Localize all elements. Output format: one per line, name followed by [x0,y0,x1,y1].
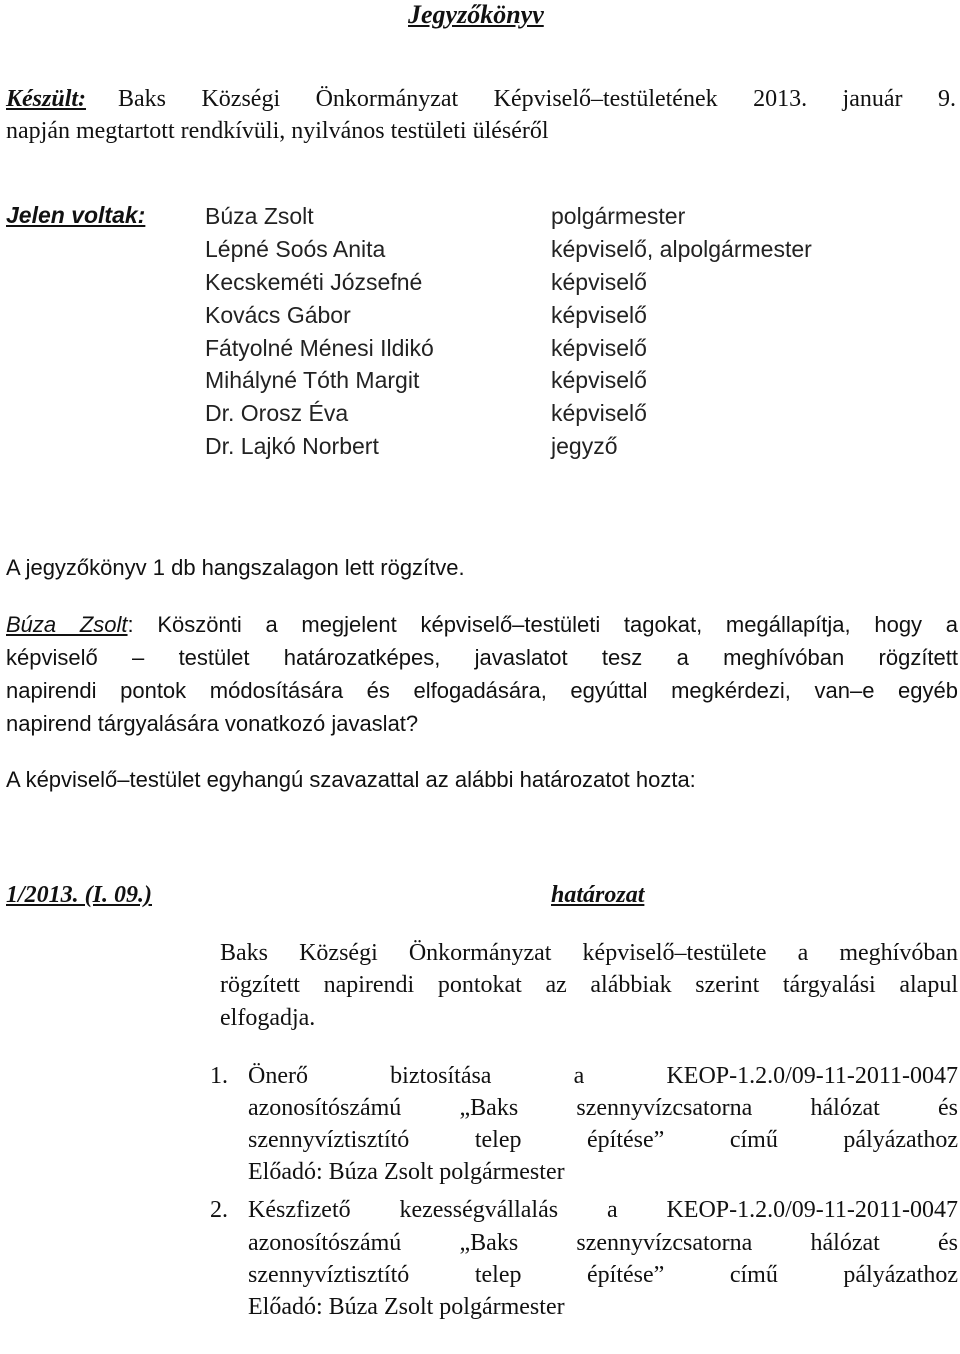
agenda-line-1: Készfizető kezességvállalás a KEOP-1.2.0/09-11-2011-0047 [248,1197,958,1223]
resolution-line-3: elfogadja. [220,1005,316,1031]
agenda-line-1: Önerő biztosítása a KEOP-1.2.0/09-11-2011-0047 [248,1063,958,1089]
agenda-presenter: Előadó: Búza Zsolt polgármester [248,1294,565,1320]
member-role: jegyző [551,433,618,459]
speaker-name: Búza Zsolt [6,612,128,637]
member-name: Kovács Gábor [205,302,351,328]
attendance-label: Jelen voltak: [6,202,146,228]
member-name: Mihályné Tóth Margit [205,367,420,393]
recording-note: A jegyzőkönyv 1 db hangszalagon lett rögzítve. [6,555,465,580]
agenda-line-2: azonosítószámú „Baks szennyvízcsatorna hálózat és [248,1230,958,1256]
document-title: Jegyzőkönyv [408,0,544,29]
speech-line-2: képviselő – testület határozatképes, javaslatot tesz a meghívóban rögzített [6,645,958,670]
speech-line-1 [6,612,958,638]
member-name: Fátyolné Ménesi Ildikó [205,335,434,361]
agenda-number: 2. [210,1197,228,1223]
member-name: Búza Zsolt [205,203,314,229]
agenda-line-2: azonosítószámú „Baks szennyvízcsatorna hálózat és [248,1095,958,1121]
member-name: Dr. Lajkó Norbert [205,433,379,459]
member-role: képviselő [551,367,647,393]
made-text-1: Baks Községi Önkormányzat Képviselő–testületének 2013. január 9. [118,86,956,112]
member-role: képviselő [551,269,647,295]
member-role: képviselő [551,302,647,328]
agenda-number: 1. [210,1063,228,1089]
member-name: Lépné Soós Anita [205,236,386,262]
member-role: képviselő [551,400,647,426]
resolution-line-2: rögzített napirendi pontokat az alábbiak szerint tárgyalási alapul [220,972,958,998]
agenda-line-3: szennyvíztisztító telep építése” című pályázathoz [248,1127,958,1153]
member-name: Kecskeméti Józsefné [205,269,423,295]
speech-line-4: napirend tárgyalására vonatkozó javaslat? [6,711,419,736]
vote-note: A képviselő–testület egyhangú szavazattal az alábbi határozatot hozta: [6,767,696,792]
member-role: polgármester [551,203,686,229]
resolution-line-1: Baks Községi Önkormányzat képviselő–testülete a meghívóban [220,940,958,966]
member-role: képviselő [551,335,647,361]
agenda-presenter: Előadó: Búza Zsolt polgármester [248,1159,565,1185]
speaker-colon: : [127,612,134,637]
made-line-2: napján megtartott rendkívüli, nyilvános testületi üléséről [6,118,549,144]
member-name: Dr. Orosz Éva [205,400,349,426]
speech-line-3: napirendi pontok módosítására és elfogadására, egyúttal megkérdezi, van–e egyéb [6,678,958,703]
speech-text-1: Köszönti a megjelent képviselő–testületi tagokat, megállapítja, hogy a [133,612,958,637]
agenda-line-3: szennyvíztisztító telep építése” című pályázathoz [248,1262,958,1288]
made-line-1 [118,86,956,113]
resolution-number: 1/2013. (I. 09.) [6,882,152,908]
member-role: képviselő, alpolgármester [551,236,812,262]
made-label: Készült: [6,86,87,112]
resolution-heading: határozat [551,882,645,908]
